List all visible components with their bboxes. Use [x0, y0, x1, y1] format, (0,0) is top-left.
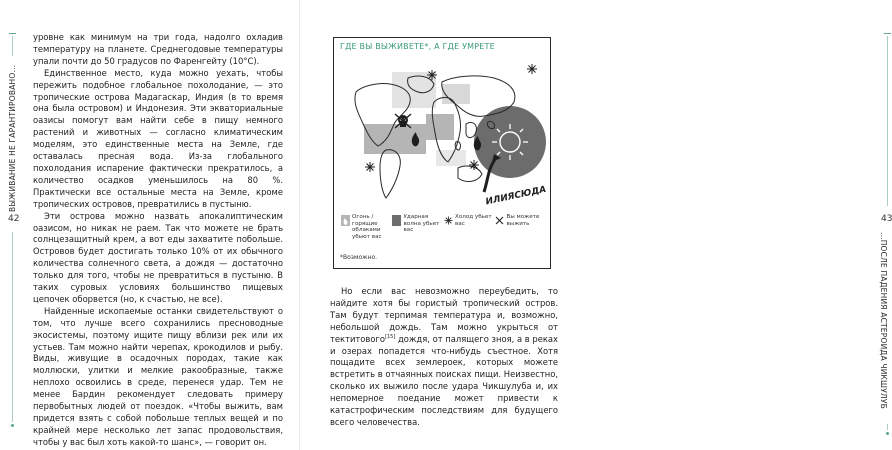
world-map — [338, 62, 546, 210]
running-head-rule-top — [887, 36, 888, 206]
legend-label: Холод убьет вас — [455, 214, 492, 227]
figure-footnote: *Возможно. — [340, 254, 378, 261]
right-body-text — [330, 286, 558, 429]
snowflake-icon — [427, 70, 437, 80]
legend-label: Вы можете выжить — [506, 214, 540, 227]
paragraph — [330, 286, 558, 429]
paragraph-part: дождя, от палящего зноя, а в реках и озерах попадется что-нибудь съестное. Хотя пощадите всех землероек, которых можете встретить в отчаянных поисках пищи. Неизвестно, сколько их выжило после удара Чикшулуба и, их непомерное поедание может привести к катастрофическим последствиям для будущего всего человечества. — [330, 333, 558, 427]
survival-map-figure — [333, 37, 551, 269]
legend-item-survive — [495, 214, 547, 240]
snowflake-icon — [443, 214, 453, 226]
page-number-right: 43 — [881, 214, 892, 224]
india — [466, 122, 476, 137]
footnote-ref[interactable]: [15] — [385, 333, 396, 340]
crossed-arrows-icon — [495, 214, 505, 226]
impact-label: ИЛИЯСЮДА — [484, 184, 548, 208]
running-head-rule-bottom — [12, 232, 13, 422]
running-head-cap — [884, 33, 891, 34]
shockwave-icon — [392, 214, 402, 226]
paragraph: Единственное место, куда можно уехать, чтобы пережить подобное глобальное похолодание, — это тропические острова Мадагаскар, Индия (в то время она была островом) и Индонезия. Эти экваториальные оазисы помогут вам найти себе в пищу немного растений и животных — согласно климатическим моделям, это единственные места на Земле, где оставалась пресная вода. Из-за глобального похолодания испарение фактически прекратилось, а количество осадков уменьшилось на 80 %. Практически все остальные места на Земле, кроме тропических островов, превратились в пустыню. — [33, 67, 283, 209]
paragraph-part: Но если вас невозможно переубедить, то найдите хотя бы гористый тропический остров. Там будут терпимая температура и, возможно, небольшой дождь. Там можно укрыться от тектитового — [330, 286, 558, 344]
snowflake-icon — [469, 160, 479, 170]
running-head-right: …ПОСЛЕ ПАДЕНИЯ АСТЕРОИДА ЧИКШУЛУБ — [879, 232, 888, 409]
south-america — [380, 150, 400, 198]
running-head-dot — [886, 432, 889, 435]
skull-icon — [395, 114, 411, 128]
left-body-text — [33, 32, 283, 449]
impact-zone — [474, 106, 546, 178]
paragraph: Найденные ископаемые останки свидетельствуют о том, что лучше всего сохранились пресноводные экосистемы, поэтому ищите пищу вблизи рек или их устьев. Там можно найти черепах, крокодилов и рыбу. Виды, живущие в осадочных породах, такие как моллюски, улитки и мелкие ракообразные, также неплохо освоились в среде, перенеся удар. Тем не менее Бардин рекомендует следовать примеру первобытных людей от поездок. «Чтобы выжить, вам придется взять с собой побольше теплых вещей и по крайней мере несколько лет запас продовольствия, чтобы у вас был хоть какой-то шанс», — говорит он. — [33, 305, 283, 447]
legend-item-fire — [340, 214, 392, 240]
running-head-rule-bottom — [887, 424, 888, 430]
legend-label: Ударная волна убьет вас — [403, 214, 440, 234]
running-head-left: ВЫЖИВАНИЕ НЕ ГАРАНТИРОВАНО… — [8, 64, 17, 212]
fire-icon — [340, 214, 350, 226]
legend-item-shockwave — [392, 214, 444, 240]
survive-zone — [442, 84, 470, 104]
page-number-left: 42 — [8, 214, 20, 224]
antarctica-fragment — [458, 166, 482, 181]
snowflake-icon — [527, 64, 537, 74]
running-head-dot — [11, 424, 14, 427]
shock-zone — [426, 114, 454, 140]
figure-title: ГДЕ ВЫ ВЫЖИВЕТЕ*, А ГДЕ УМРЕТЕ — [340, 42, 495, 51]
paragraph: Эти острова можно назвать апокалиптическим оазисом, но никак не раем. Так что можете не брать солнцезащитный крем, а вот еды захватите побольше. Островов будет достигать только 10% от их обычного количества солнечного света, а дождя — достаточно только для того, чтобы не превратиться в пустыню. В таких суровых условиях большинство пищевых цепочек оборвется (но, к счастью, не все). — [33, 210, 283, 304]
map-legend — [340, 214, 546, 240]
left-page — [0, 0, 300, 450]
legend-label: Огонь / горящие облаками убьют вас — [352, 214, 382, 240]
legend-item-cold — [443, 214, 495, 240]
paragraph: уровне как минимум на три года, надолго охладив температуру на планете. Среднегодовые температуры упали почти до 50 градусов по Фаренгейту (10°С). — [33, 32, 283, 66]
snowflake-icon — [365, 162, 375, 172]
